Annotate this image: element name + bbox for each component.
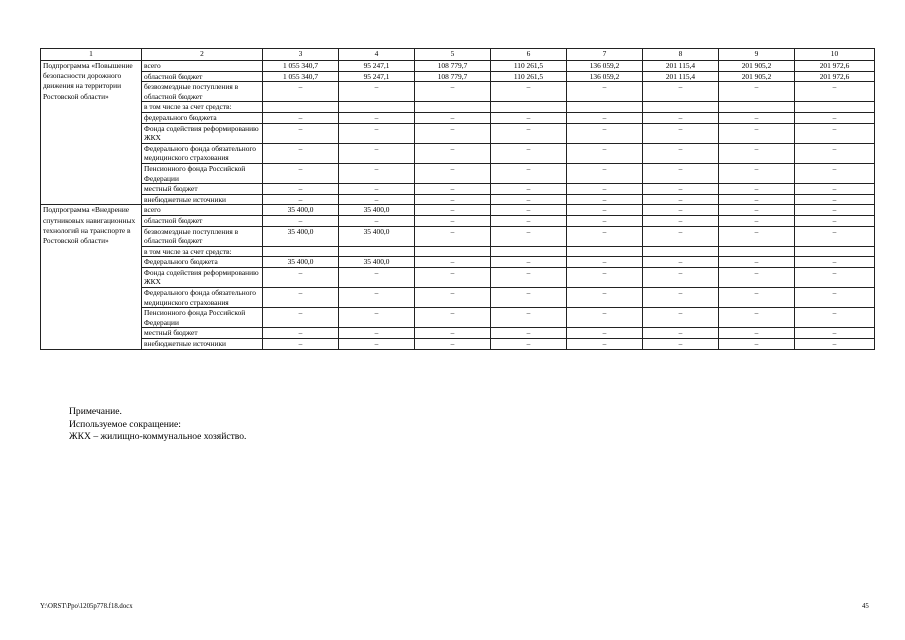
amount-cell: – <box>643 163 719 183</box>
amount-cell: – <box>643 194 719 205</box>
table-row <box>41 82 875 102</box>
amount-cell <box>567 246 643 257</box>
amount-cell: – <box>491 328 567 339</box>
amount-cell: – <box>339 143 415 163</box>
amount-cell: – <box>719 215 795 226</box>
amount-cell: – <box>643 339 719 350</box>
amount-cell: – <box>567 143 643 163</box>
amount-cell: – <box>719 123 795 143</box>
amount-cell: 35 400,0 <box>263 226 339 246</box>
column-number-5: 5 <box>415 49 491 61</box>
funding-source: внебюджетные источники <box>142 339 263 350</box>
table-row <box>41 123 875 143</box>
amount-cell: 108 779,7 <box>415 61 491 72</box>
amount-cell: – <box>567 308 643 328</box>
column-number-3: 3 <box>263 49 339 61</box>
funding-source: областной бюджет <box>142 71 263 82</box>
amount-cell: – <box>795 112 875 123</box>
subprogram-title: Подпрограмма «Внедрение спутниковых навигационных технологий на транспорте в Ростовской области» <box>41 205 142 349</box>
amount-cell: – <box>339 184 415 195</box>
amount-cell: – <box>491 194 567 205</box>
column-number-8: 8 <box>643 49 719 61</box>
amount-cell: – <box>491 205 567 216</box>
footer-file-path: Y:\ORST\Ppo\1205p778.f18.docx <box>40 603 133 610</box>
page-number: 45 <box>862 603 869 610</box>
table-row <box>41 267 875 287</box>
funding-source: Федерального фонда обязательного медицинского страхования <box>142 143 263 163</box>
amount-cell: – <box>339 123 415 143</box>
amount-cell: – <box>491 143 567 163</box>
funding-source: безвозмездные поступления в областной бюджет <box>142 82 263 102</box>
column-number-7: 7 <box>567 49 643 61</box>
amount-cell: – <box>795 215 875 226</box>
amount-cell: – <box>263 328 339 339</box>
funding-source: Фонда содействия реформированию ЖКХ <box>142 123 263 143</box>
column-number-10: 10 <box>795 49 875 61</box>
amount-cell: – <box>263 339 339 350</box>
amount-cell: – <box>491 308 567 328</box>
amount-cell: – <box>567 112 643 123</box>
amount-cell: – <box>795 205 875 216</box>
amount-cell: – <box>415 308 491 328</box>
amount-cell: – <box>491 339 567 350</box>
funding-source: в том числе за счет средств: <box>142 102 263 113</box>
amount-cell <box>339 102 415 113</box>
amount-cell: – <box>415 267 491 287</box>
table-row <box>41 112 875 123</box>
table-row <box>41 226 875 246</box>
amount-cell: – <box>415 215 491 226</box>
amount-cell: 35 400,0 <box>263 257 339 268</box>
amount-cell: – <box>339 328 415 339</box>
funding-table <box>40 48 875 350</box>
amount-cell: – <box>719 328 795 339</box>
amount-cell: – <box>719 226 795 246</box>
column-number-9: 9 <box>719 49 795 61</box>
table-row <box>41 215 875 226</box>
amount-cell: – <box>719 184 795 195</box>
amount-cell: – <box>643 308 719 328</box>
amount-cell: – <box>643 184 719 195</box>
funding-source: всего <box>142 205 263 216</box>
amount-cell: 1 055 340,7 <box>263 61 339 72</box>
amount-cell: 136 059,2 <box>567 71 643 82</box>
table-row <box>41 308 875 328</box>
amount-cell: – <box>339 163 415 183</box>
column-number-6: 6 <box>491 49 567 61</box>
amount-cell: – <box>719 205 795 216</box>
amount-cell <box>491 102 567 113</box>
amount-cell: 110 261,5 <box>491 71 567 82</box>
amount-cell: 108 779,7 <box>415 71 491 82</box>
amount-cell: – <box>795 308 875 328</box>
amount-cell: – <box>339 82 415 102</box>
amount-cell: – <box>643 215 719 226</box>
amount-cell: – <box>263 123 339 143</box>
table-row <box>41 288 875 308</box>
amount-cell: – <box>339 308 415 328</box>
table-row <box>41 246 875 257</box>
funding-source: в том числе за счет средств: <box>142 246 263 257</box>
amount-cell: – <box>719 339 795 350</box>
amount-cell: – <box>567 123 643 143</box>
amount-cell: – <box>643 123 719 143</box>
amount-cell <box>795 246 875 257</box>
amount-cell: 201 972,6 <box>795 61 875 72</box>
amount-cell <box>415 102 491 113</box>
amount-cell <box>643 102 719 113</box>
amount-cell: 136 059,2 <box>567 61 643 72</box>
funding-source: местный бюджет <box>142 184 263 195</box>
amount-cell <box>567 102 643 113</box>
amount-cell: – <box>491 82 567 102</box>
funding-source: федерального бюджета <box>142 112 263 123</box>
funding-source: Пенсионного фонда Российской Федерации <box>142 308 263 328</box>
amount-cell: – <box>339 194 415 205</box>
amount-cell: – <box>567 205 643 216</box>
amount-cell: 110 261,5 <box>491 61 567 72</box>
table-row <box>41 184 875 195</box>
amount-cell: – <box>795 194 875 205</box>
table-row <box>41 71 875 82</box>
amount-cell: – <box>795 123 875 143</box>
table-row <box>41 163 875 183</box>
amount-cell: – <box>795 328 875 339</box>
amount-cell: – <box>263 143 339 163</box>
amount-cell: – <box>795 339 875 350</box>
amount-cell: – <box>719 112 795 123</box>
amount-cell: – <box>491 267 567 287</box>
amount-cell: 201 115,4 <box>643 61 719 72</box>
funding-source: Федерального фонда обязательного медицинского страхования <box>142 288 263 308</box>
amount-cell: – <box>643 143 719 163</box>
table-row <box>41 257 875 268</box>
amount-cell: – <box>643 328 719 339</box>
amount-cell: – <box>491 184 567 195</box>
amount-cell: – <box>263 308 339 328</box>
amount-cell: – <box>719 163 795 183</box>
amount-cell: – <box>643 205 719 216</box>
amount-cell: 95 247,1 <box>339 71 415 82</box>
funding-source: Федерального бюджета <box>142 257 263 268</box>
amount-cell: – <box>567 194 643 205</box>
amount-cell: – <box>263 215 339 226</box>
amount-cell: – <box>795 288 875 308</box>
amount-cell: – <box>415 339 491 350</box>
amount-cell: – <box>643 288 719 308</box>
amount-cell: – <box>567 215 643 226</box>
amount-cell: – <box>719 267 795 287</box>
amount-cell: – <box>795 267 875 287</box>
amount-cell: – <box>491 123 567 143</box>
amount-cell: – <box>719 194 795 205</box>
amount-cell: – <box>339 267 415 287</box>
amount-cell: – <box>415 112 491 123</box>
amount-cell: – <box>263 184 339 195</box>
amount-cell: – <box>795 226 875 246</box>
amount-cell: – <box>567 288 643 308</box>
amount-cell <box>719 102 795 113</box>
amount-cell: – <box>263 288 339 308</box>
amount-cell: 35 400,0 <box>263 205 339 216</box>
column-number-row <box>41 49 875 61</box>
amount-cell <box>643 246 719 257</box>
amount-cell: – <box>415 143 491 163</box>
note-block <box>69 406 246 444</box>
amount-cell: – <box>491 112 567 123</box>
amount-cell: – <box>491 226 567 246</box>
amount-cell: – <box>263 163 339 183</box>
amount-cell <box>263 102 339 113</box>
amount-cell: – <box>339 112 415 123</box>
table-row <box>41 328 875 339</box>
amount-cell: – <box>643 226 719 246</box>
amount-cell: – <box>567 267 643 287</box>
table-row <box>41 205 875 216</box>
amount-cell: – <box>567 257 643 268</box>
amount-cell: – <box>415 194 491 205</box>
amount-cell: – <box>719 288 795 308</box>
table-row <box>41 194 875 205</box>
amount-cell: – <box>339 288 415 308</box>
amount-cell: – <box>415 184 491 195</box>
amount-cell: – <box>415 328 491 339</box>
amount-cell <box>491 246 567 257</box>
amount-cell: 35 400,0 <box>339 257 415 268</box>
column-number-1: 1 <box>41 49 142 61</box>
amount-cell: – <box>795 143 875 163</box>
amount-cell: – <box>415 82 491 102</box>
amount-cell: 35 400,0 <box>339 205 415 216</box>
subprogram-title: Подпрограмма «Повышение безопасности дорожного движения на территории Ростовской области» <box>41 61 142 205</box>
amount-cell: – <box>491 257 567 268</box>
amount-cell <box>339 246 415 257</box>
amount-cell: – <box>643 82 719 102</box>
amount-cell: – <box>643 257 719 268</box>
amount-cell: – <box>415 205 491 216</box>
amount-cell: – <box>567 226 643 246</box>
amount-cell: – <box>263 194 339 205</box>
amount-cell: – <box>339 215 415 226</box>
amount-cell: 201 905,2 <box>719 61 795 72</box>
amount-cell: – <box>795 82 875 102</box>
amount-cell: – <box>263 82 339 102</box>
amount-cell: – <box>567 339 643 350</box>
amount-cell: – <box>491 163 567 183</box>
amount-cell: – <box>339 339 415 350</box>
amount-cell <box>415 246 491 257</box>
amount-cell: 201 972,6 <box>795 71 875 82</box>
note-abbreviation-intro: Используемое сокращение: <box>69 418 181 430</box>
amount-cell: – <box>643 267 719 287</box>
amount-cell: – <box>415 257 491 268</box>
amount-cell: 95 247,1 <box>339 61 415 72</box>
table-row <box>41 339 875 350</box>
amount-cell: – <box>567 184 643 195</box>
table-row <box>41 102 875 113</box>
amount-cell: – <box>719 82 795 102</box>
amount-cell: 201 905,2 <box>719 71 795 82</box>
table-row <box>41 61 875 72</box>
amount-cell: – <box>719 143 795 163</box>
amount-cell: – <box>491 215 567 226</box>
amount-cell: – <box>567 328 643 339</box>
amount-cell: – <box>719 257 795 268</box>
amount-cell <box>719 246 795 257</box>
amount-cell <box>795 102 875 113</box>
note-heading: Примечание. <box>69 406 122 417</box>
funding-source: областной бюджет <box>142 215 263 226</box>
table-row <box>41 143 875 163</box>
amount-cell <box>263 246 339 257</box>
note-abbreviation-definition: ЖКХ – жилищно-коммунальное хозяйство. <box>69 431 247 443</box>
amount-cell: – <box>415 163 491 183</box>
amount-cell: – <box>567 163 643 183</box>
amount-cell: – <box>415 226 491 246</box>
amount-cell: – <box>263 267 339 287</box>
column-number-4: 4 <box>339 49 415 61</box>
amount-cell: 35 400,0 <box>339 226 415 246</box>
amount-cell: 1 055 340,7 <box>263 71 339 82</box>
amount-cell: – <box>795 257 875 268</box>
amount-cell: – <box>795 184 875 195</box>
amount-cell: – <box>643 112 719 123</box>
funding-source: Фонда содействия реформированию ЖКХ <box>142 267 263 287</box>
funding-source: всего <box>142 61 263 72</box>
amount-cell: – <box>263 112 339 123</box>
amount-cell: – <box>415 288 491 308</box>
funding-source: Пенсионного фонда Российской Федерации <box>142 163 263 183</box>
funding-source: безвозмездные поступления в областной бюджет <box>142 226 263 246</box>
amount-cell: – <box>567 82 643 102</box>
funding-source: внебюджетные источники <box>142 194 263 205</box>
amount-cell: – <box>415 123 491 143</box>
funding-source: местный бюджет <box>142 328 263 339</box>
amount-cell: – <box>795 163 875 183</box>
amount-cell: 201 115,4 <box>643 71 719 82</box>
amount-cell: – <box>491 288 567 308</box>
column-number-2: 2 <box>142 49 263 61</box>
amount-cell: – <box>719 308 795 328</box>
